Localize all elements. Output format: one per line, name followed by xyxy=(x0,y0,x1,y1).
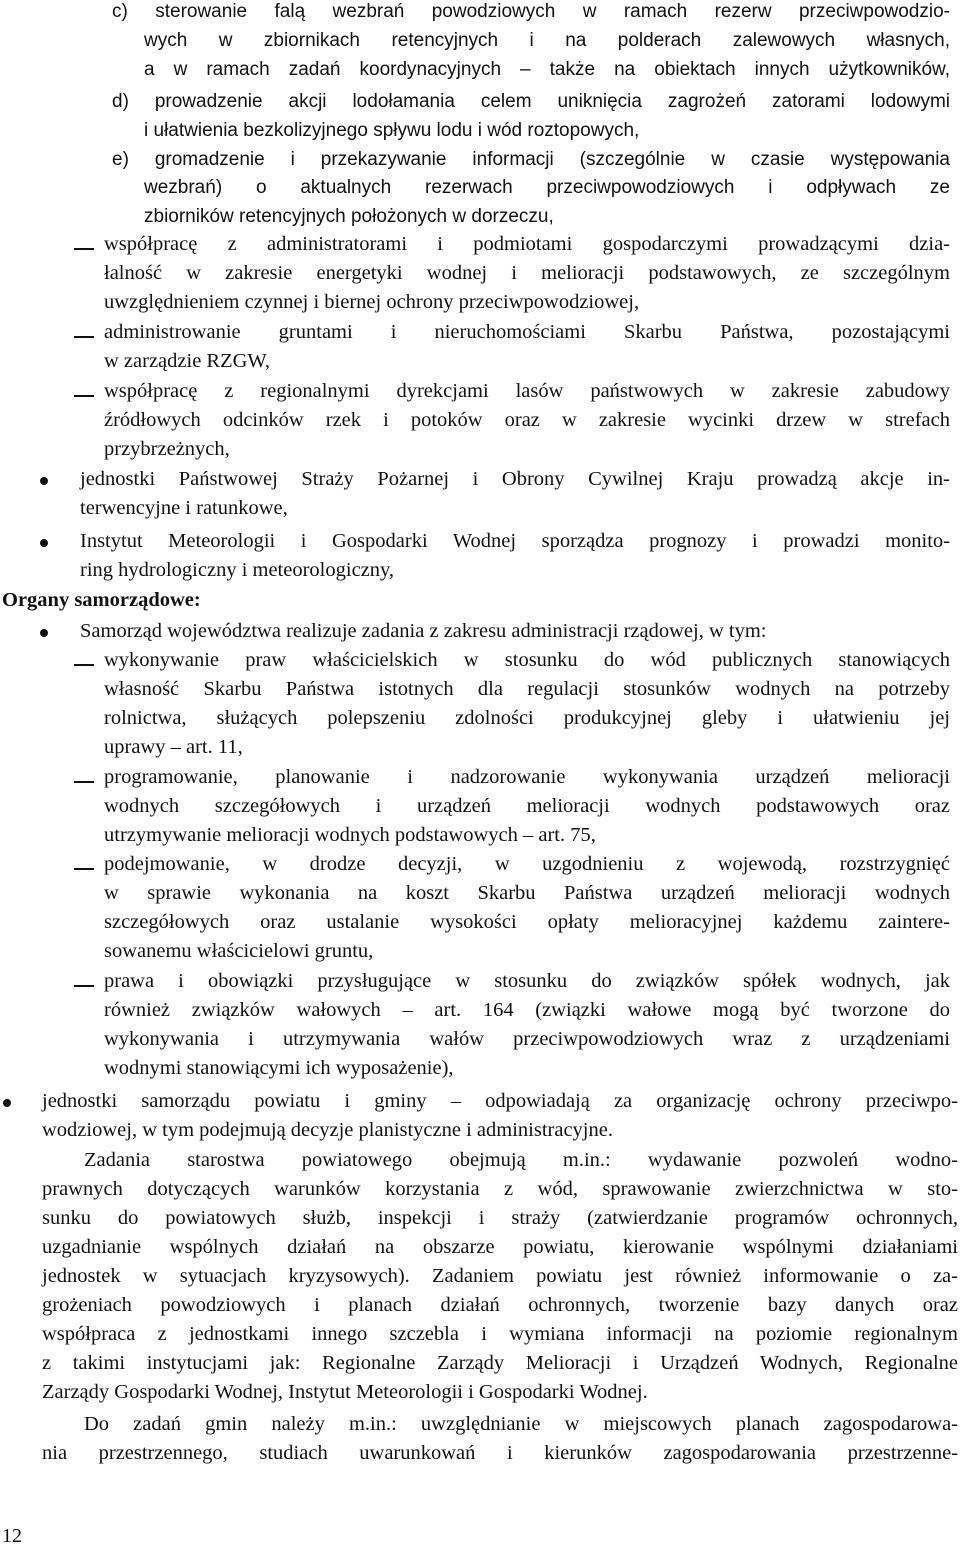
line-text: w zarządzie RZGW, xyxy=(104,350,271,372)
text-line xyxy=(0,792,960,821)
line-text: e) gromadzenie i przekazywanie informacji (szczególnie w czasie występowania xyxy=(112,149,950,170)
dash-marker xyxy=(74,664,94,666)
dash-marker xyxy=(74,395,94,397)
text-line xyxy=(0,230,960,259)
line-text: Samorząd województwa realizuje zadania z zakresu administracji rządowej, w tym: xyxy=(80,620,767,642)
dash-marker xyxy=(74,985,94,987)
dash-marker xyxy=(74,781,94,783)
line-text: wych w zbiornikach retencyjnych i na polderach zalewowych własnych, xyxy=(144,30,950,51)
text-line xyxy=(0,821,960,850)
section-heading: Organy samorządowe: xyxy=(2,589,201,611)
line-text: administrowanie gruntami i nieruchomościami Skarbu Państwa, pozostającymi xyxy=(104,321,950,343)
text-line xyxy=(0,1349,960,1378)
text-line xyxy=(0,1175,960,1204)
dash-marker xyxy=(74,336,94,338)
line-text: zbiorników retencyjnych położonych w dorzeczu, xyxy=(144,206,554,227)
text-line xyxy=(0,675,960,704)
text-line xyxy=(0,55,960,84)
line-text: uzgadnianie wspólnych działań na obszarze powiatu, kierowanie wspólnymi działaniami xyxy=(42,1236,958,1258)
text-line xyxy=(0,465,960,494)
dash-marker xyxy=(74,868,94,870)
line-text: wezbrań) o aktualnych rezerwach przeciwpowodziowych i odpływach ze xyxy=(144,177,950,198)
line-text: łalność w zakresie energetyki wodnej i melioracji podstawowych, ze szczególnym xyxy=(104,262,950,284)
line-text: nia przestrzennego, studiach uwarunkowań i kierunków zagospodarowania przestrzenne- xyxy=(42,1442,958,1464)
text-line xyxy=(0,850,960,879)
text-line xyxy=(0,527,960,556)
text-line xyxy=(0,1087,960,1116)
line-text: również związków wałowych – art. 164 (związki wałowe mogą być tworzone do xyxy=(104,999,950,1021)
text-line xyxy=(0,116,960,145)
text-line xyxy=(0,556,960,585)
bullet-marker xyxy=(40,477,48,485)
text-line xyxy=(0,494,960,523)
line-text: prawnych dotyczących warunków korzystania z wód, sprawowanie zwierzchnictwa w sto- xyxy=(42,1178,958,1200)
line-text: Instytut Meteorologii i Gospodarki Wodnej sporządza prognozy i prowadzi monito- xyxy=(80,530,950,552)
bullet-marker xyxy=(3,1099,11,1107)
text-line xyxy=(0,733,960,762)
line-text: własność Skarbu Państwa istotnych dla regulacji stosunków wodnych na potrzeby xyxy=(104,678,950,700)
text-line xyxy=(0,879,960,908)
text-line xyxy=(0,259,960,288)
line-text: utrzymywanie melioracji wodnych podstawowych – art. 75, xyxy=(104,824,596,846)
line-text: Do zadań gmin należy m.in.: uwzględnianie w miejscowych planach zagospodarowa- xyxy=(84,1413,958,1435)
line-text: ring hydrologiczny i meteorologiczny, xyxy=(80,559,395,581)
line-text: a w ramach zadań koordynacyjnych – także na obiektach innych użytkowników, xyxy=(144,59,950,80)
text-line xyxy=(0,173,960,202)
line-text: sowanemu właścicielowi gruntu, xyxy=(104,940,374,962)
text-line xyxy=(0,1291,960,1320)
line-text: w sprawie wykonania na koszt Skarbu Państwa urządzeń melioracji wodnych xyxy=(104,882,950,904)
text-line xyxy=(0,347,960,376)
line-text: Zarządy Gospodarki Wodnej, Instytut Meteorologii i Gospodarki Wodnej. xyxy=(42,1381,648,1403)
line-text: wodziowej, w tym podejmują decyzje planistyczne i administracyjne. xyxy=(42,1119,613,1141)
text-line xyxy=(0,1116,960,1145)
line-text: i ułatwienia bezkolizyjnego spływu lodu i wód roztopowych, xyxy=(144,120,640,141)
text-line xyxy=(0,1410,960,1439)
text-line xyxy=(0,1320,960,1349)
line-text: d) prowadzenie akcji lodołamania celem uniknięcia zagrożeń zatorami lodowymi xyxy=(112,91,950,112)
page-number: 12 xyxy=(2,1525,22,1547)
text-line xyxy=(0,908,960,937)
text-line xyxy=(0,617,960,646)
line-text: jednostki samorządu powiatu i gminy – odpowiadają za organizację ochrony przeciwpo- xyxy=(42,1090,958,1112)
text-line xyxy=(0,1378,960,1407)
text-line xyxy=(0,377,960,406)
line-text: sunku do powiatowych służb, inspekcji i straży (zatwierdzanie programów ochronnych, xyxy=(42,1207,958,1229)
text-line xyxy=(0,1233,960,1262)
line-text: przybrzeżnych, xyxy=(104,438,230,460)
line-text: współpraca z jednostkami innego szczebla i wymiana informacji na poziomie regionalnym xyxy=(42,1323,958,1345)
text-line xyxy=(0,967,960,996)
line-text: grożeniach powodziowych i planach działań ochronnych, tworzenie bazy danych oraz xyxy=(42,1294,958,1316)
line-text: programowanie, planowanie i nadzorowanie wykonywania urządzeń melioracji xyxy=(104,766,950,788)
text-line xyxy=(0,1146,960,1175)
text-line xyxy=(0,202,960,231)
line-text: wykonywania i utrzymywania wałów przeciwpowodziowych wraz z urządzeniami xyxy=(104,1028,950,1050)
text-line xyxy=(0,646,960,675)
line-text: uprawy – art. 11, xyxy=(104,736,243,758)
line-text: wodnych szczegółowych i urządzeń melioracji wodnych podstawowych oraz xyxy=(104,795,950,817)
text-line xyxy=(0,406,960,435)
line-text: rolnictwa, służących polepszeniu zdolności produkcyjnej gleby i ułatwieniu jej xyxy=(104,707,950,729)
line-text: szczegółowych oraz ustalanie wysokości opłaty melioracyjnej każdemu zaintere- xyxy=(104,911,950,933)
line-text: współpracę z regionalnymi dyrekcjami lasów państwowych w zakresie zabudowy xyxy=(104,380,950,402)
line-text: jednostki Państwowej Straży Pożarnej i Obrony Cywilnej Kraju prowadzą akcje in- xyxy=(80,468,950,490)
text-line xyxy=(0,763,960,792)
line-text: podejmowanie, w drodze decyzji, w uzgodnieniu z wojewodą, rozstrzygnięć xyxy=(104,853,950,875)
text-line xyxy=(0,1262,960,1291)
line-text: jednostek w sytuacjach kryzysowych). Zadaniem powiatu jest również informowanie o za- xyxy=(42,1265,958,1287)
line-text: z takimi instytucjami jak: Regionalne Zarządy Melioracji i Urządzeń Wodnych, Regionalne xyxy=(42,1352,958,1374)
text-line xyxy=(0,1204,960,1233)
text-line xyxy=(0,1054,960,1083)
text-line xyxy=(0,87,960,116)
bullet-marker xyxy=(40,629,48,637)
text-line xyxy=(0,1439,960,1468)
line-text: źródłowych odcinków rzek i potoków oraz w zakresie wycinki drzew w strefach xyxy=(104,409,950,431)
text-line xyxy=(0,26,960,55)
text-line xyxy=(0,937,960,966)
line-text: prawa i obowiązki przysługujące w stosunku do związków spółek wodnych, jak xyxy=(104,970,950,992)
line-text: c) sterowanie falą wezbrań powodziowych w ramach rezerw przeciwpowodzio- xyxy=(112,1,950,22)
text-line xyxy=(0,1025,960,1054)
text-line xyxy=(0,704,960,733)
text-line xyxy=(0,0,960,26)
line-text: Zadania starostwa powiatowego obejmują m.in.: wydawanie pozwoleń wodno- xyxy=(84,1149,958,1171)
line-text: wodnymi stanowiącymi ich wyposażenie), xyxy=(104,1057,454,1079)
line-text: współpracę z administratorami i podmiotami gospodarczymi prowadzącymi dzia- xyxy=(104,233,950,255)
text-line xyxy=(0,288,960,317)
text-line xyxy=(0,145,960,174)
text-line xyxy=(0,996,960,1025)
bullet-marker xyxy=(40,539,48,547)
dash-marker xyxy=(74,248,94,250)
text-line xyxy=(0,435,960,464)
text-line xyxy=(0,318,960,347)
text-line xyxy=(0,586,960,615)
line-text: uwzględnieniem czynnej i biernej ochrony przeciwpowodziowej, xyxy=(104,291,640,313)
line-text: wykonywanie praw właścicielskich w stosunku do wód publicznych stanowiących xyxy=(104,649,950,671)
line-text: terwencyjne i ratunkowe, xyxy=(80,497,288,519)
